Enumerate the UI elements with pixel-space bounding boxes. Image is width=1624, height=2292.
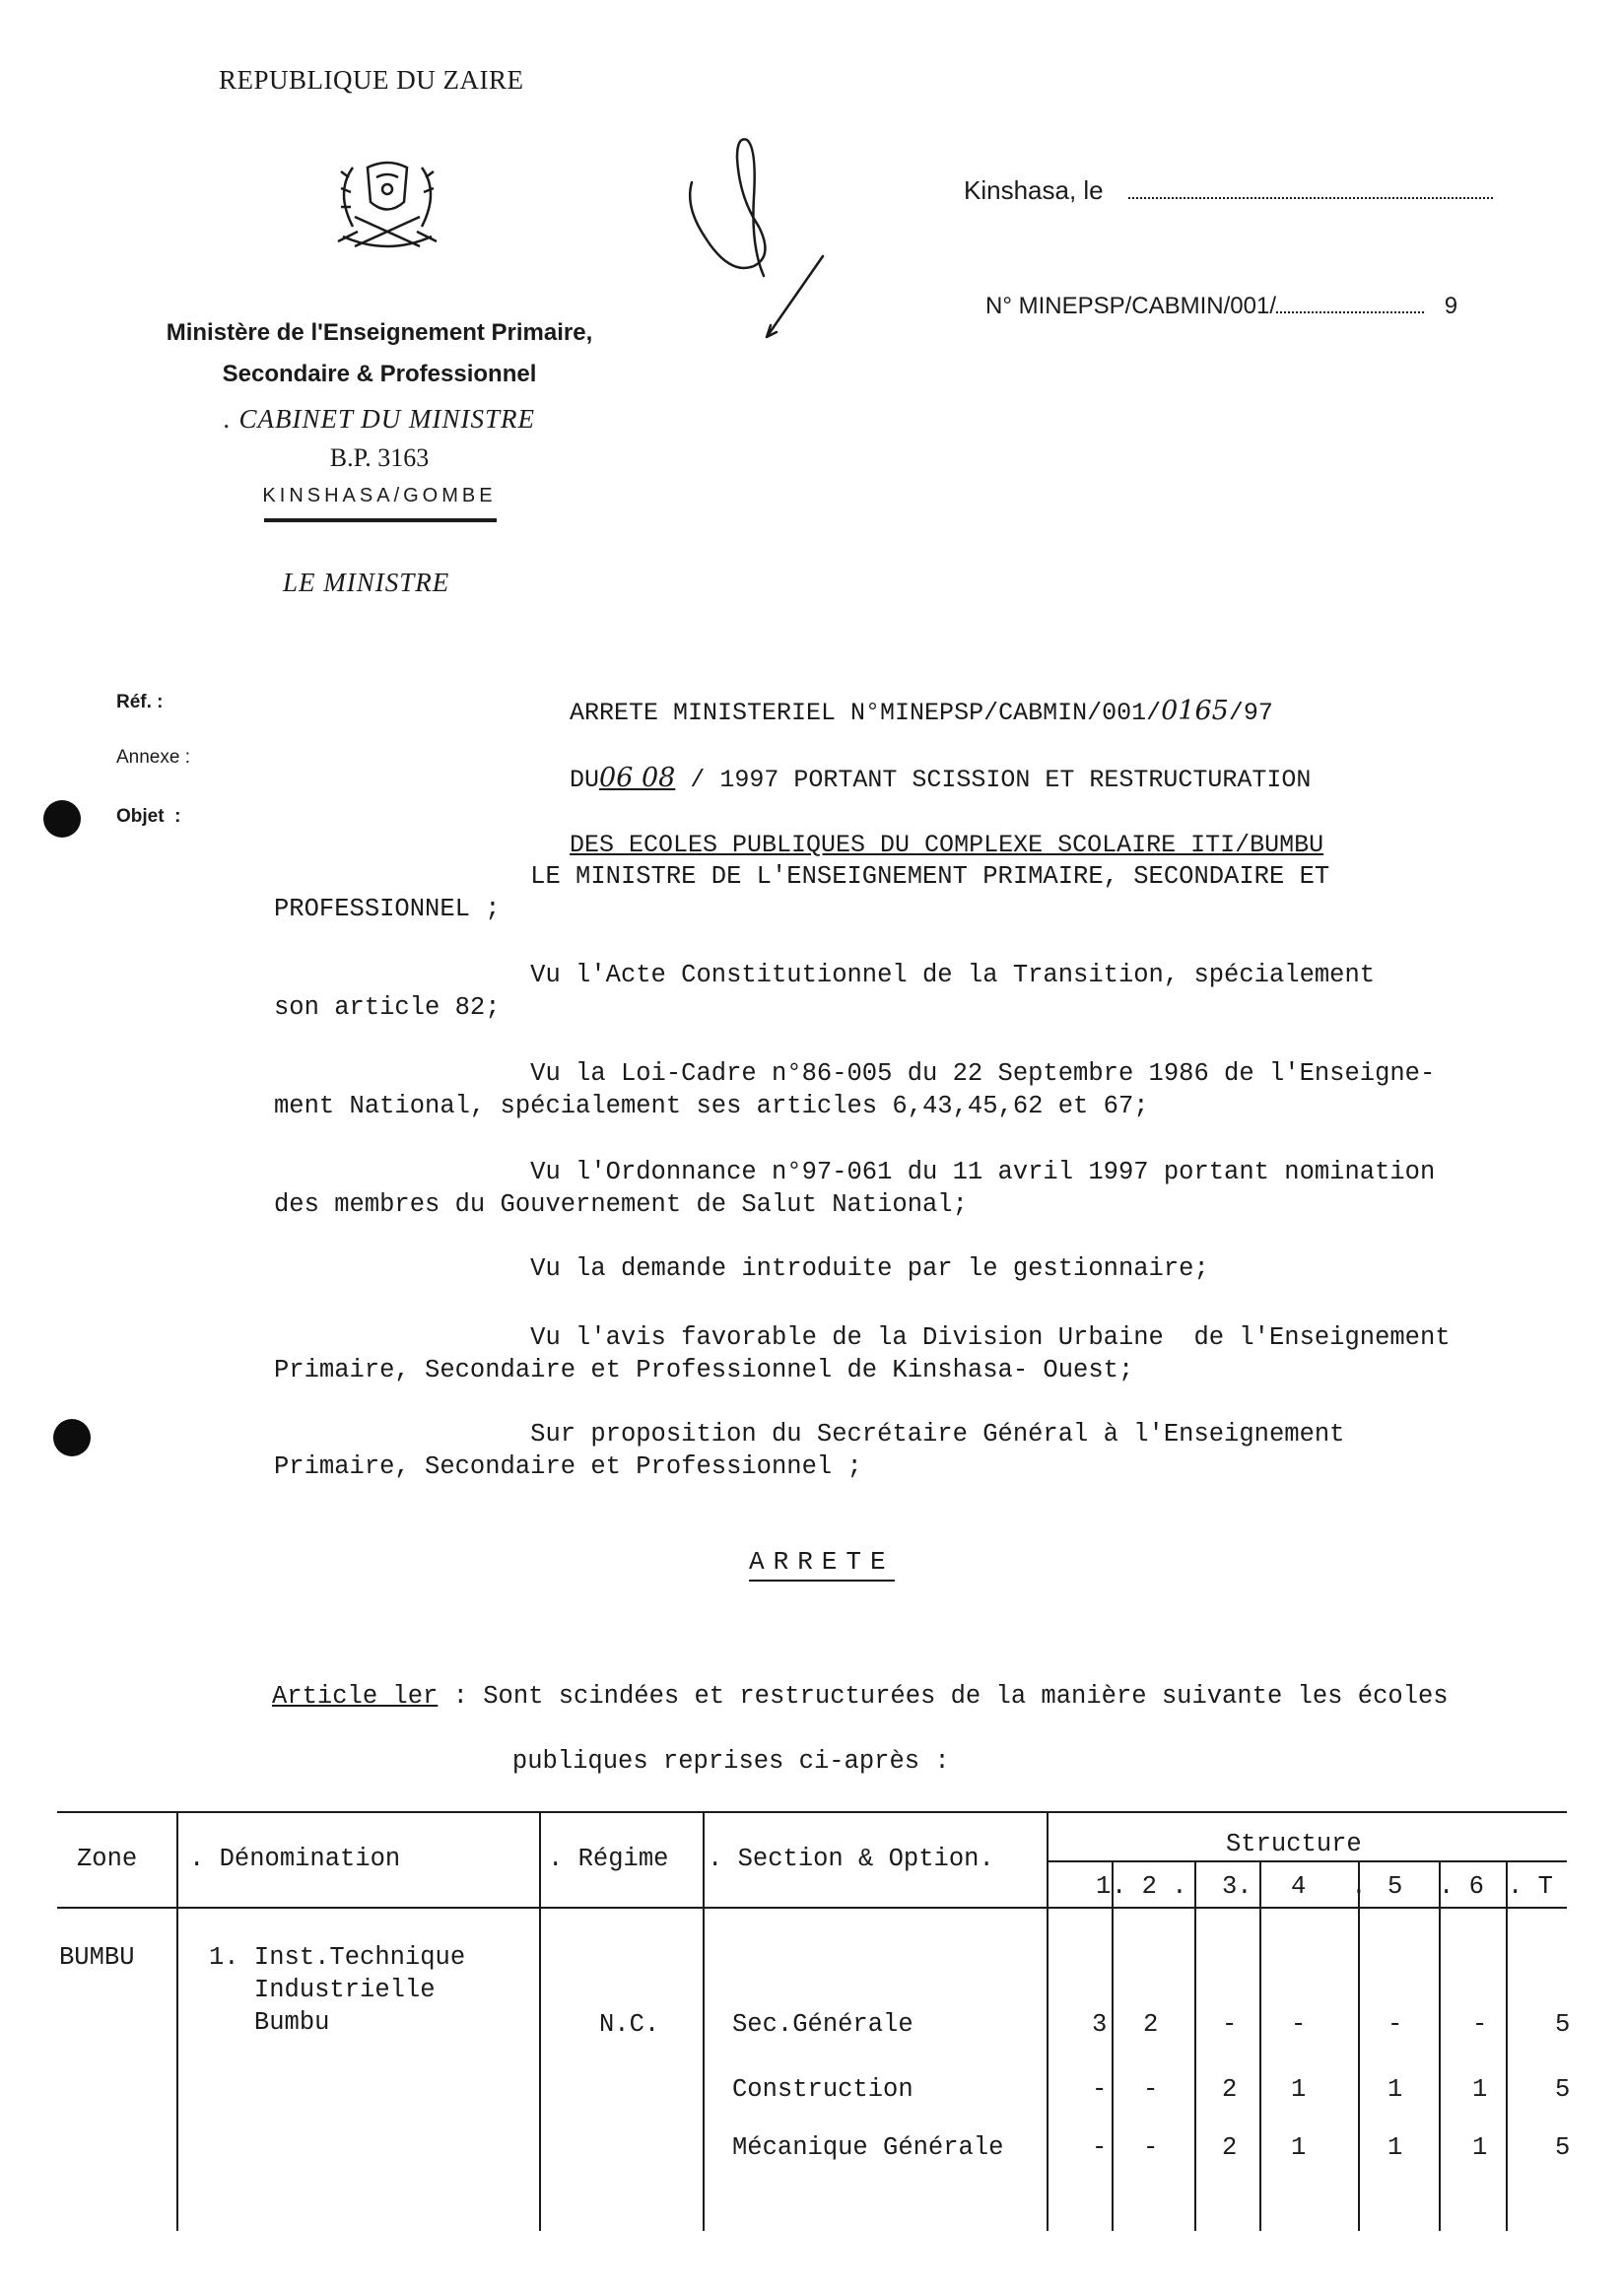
denomination-line: 1. Inst.Technique [209,1943,466,1972]
structure-cell: 5 [1555,2075,1571,2104]
country-heading: REPUBLIQUE DU ZAIRE [219,65,524,95]
section-cell: Sec.Générale [732,2010,914,2039]
regime-cell: N.C. [599,2010,660,2039]
visa-loi-cadre: Vu la Loi-Cadre n°86-005 du 22 Septembre 1986 de l'Enseigne- ment National, spécialement ses articles 6,43,45,62 et 67; [274,1059,1436,1120]
ref-label: Réf. : [116,692,164,712]
decree-title [570,662,1323,894]
article-1-text-cont: publiques reprises ci-après : [467,1747,950,1776]
title-line1: ARRETE MINISTERIEL N°MINEPSP/CABMIN/001/0165/97 [570,696,1273,727]
visa-proposition: Sur proposition du Secrétaire Général à l'Enseignement Primaire, Secondaire et Professionnel ; [274,1420,1345,1481]
place-label: Kinshasa, le [964,175,1104,205]
structure-col-4: 4 . [1291,1872,1367,1901]
structure-cell: - [1291,2010,1307,2039]
col-divider [1047,1813,1049,2231]
col-divider [539,1813,541,2231]
structure-col-divider [1112,1862,1114,2231]
structure-col-1: 1 [1096,1872,1112,1901]
structure-sub-border [1047,1860,1567,1862]
header-bottom-border [57,1907,1567,1909]
header-regime: . Régime [548,1845,669,1873]
objet-label: Objet : [116,806,181,827]
reference-number-line [985,293,1457,320]
arrete-heading: ARRETE [749,1547,895,1582]
city-line: KINSHASA/GOMBE [262,485,497,506]
structure-col-divider [1439,1862,1441,2231]
col-divider [176,1813,178,2231]
punch-hole-top [43,800,81,838]
denomination-line: Industrielle [209,1976,436,2004]
structure-cell: 1 [1472,2133,1488,2162]
cabinet-heading: . CABINET DU MINISTRE [224,404,535,434]
reference-suffix: 9 [1444,293,1458,319]
section-cell: Mécanique Générale [732,2133,1004,2162]
structure-col-divider [1358,1862,1360,2231]
handwritten-initials [680,128,847,355]
structure-col-total: . T [1508,1872,1553,1901]
structure-cell: - [1143,2133,1159,2162]
structure-cell: 1 [1387,2075,1403,2104]
structure-cell: 1 [1291,2075,1307,2104]
structure-cell: 2 [1222,2075,1238,2104]
structure-cell: 1 [1387,2133,1403,2162]
header-denomination: . Dénomination [189,1845,401,1873]
zone-cell: BUMBU [59,1943,135,1972]
title-line3: DES ECOLES PUBLIQUES DU COMPLEXE SCOLAIRE ITI/BUMBU [570,831,1324,859]
structure-cell: 1 [1472,2075,1488,2104]
structure-cell: 5 [1555,2133,1571,2162]
visa-demande: Vu la demande introduite par le gestionnaire; [274,1254,1209,1283]
section-cell: Construction [732,2075,914,2104]
table-top-border [57,1811,1567,1813]
structure-cell: - [1222,2010,1238,2039]
ministry-name-line1: Ministère de l'Enseignement Primaire, [166,319,593,346]
visa-constitution: Vu l'Acte Constitutionnel de la Transition, spécialement son article 82; [274,961,1376,1022]
structure-cell: 2 [1143,2010,1159,2039]
structure-col-5: 5 [1387,1872,1403,1901]
header-section: . Section & Option. [708,1845,994,1873]
structure-cell: 2 [1222,2133,1238,2162]
article-1-label: Article ler [272,1682,439,1711]
reference-prefix: N° MINEPSP/CABMIN/001/ [985,293,1277,319]
header-divider [264,518,497,522]
structure-cell: - [1472,2010,1488,2039]
structure-cell: 3 [1092,2010,1108,2039]
structure-col-divider [1259,1862,1261,2231]
ministry-name-line2: Secondaire & Professionnel [222,361,537,387]
structure-cell: - [1387,2010,1403,2039]
structure-col-divider [1506,1862,1508,2231]
coat-of-arms-emblem [313,148,461,266]
visa-ordonnance: Vu l'Ordonnance n°97-061 du 11 avril 1997 portant nomination des membres du Gouvernement de Salut National; [274,1158,1436,1219]
signatory-heading: LE MINISTRE [283,568,450,597]
annexe-label: Annexe : [116,747,190,768]
col-divider [703,1813,705,2231]
structure-col-2: . 2 . [1112,1872,1187,1901]
date-blank [1128,197,1493,199]
structure-col-6: . 6 [1439,1872,1484,1901]
place-date-line [964,175,1493,206]
preamble-paragraph: LE MINISTRE DE L'ENSEIGNEMENT PRIMAIRE, SECONDAIRE ET PROFESSIONNEL ; [274,862,1330,923]
structure-cell: 5 [1555,2010,1571,2039]
postal-box: B.P. 3163 [329,443,430,472]
structure-cell: - [1092,2133,1108,2162]
structure-col-divider [1194,1862,1196,2231]
title-line2: DU06 08 / 1997 PORTANT SCISSION ET RESTRUCTURATION [570,763,1312,794]
structure-cell: 1 [1291,2133,1307,2162]
structure-col-3: 3. [1222,1872,1252,1901]
header-structure: Structure [1226,1830,1362,1858]
handwritten-date: 06 08 [599,763,676,793]
visa-avis: Vu l'avis favorable de la Division Urbaine de l'Enseignement Primaire, Secondaire et Professionnel de Kinshasa- Ouest; [274,1323,1451,1384]
handwritten-number: 0165 [1161,696,1229,726]
reference-blank [1276,311,1424,313]
structure-cell: - [1143,2075,1159,2104]
denomination-line: Bumbu [209,2008,330,2037]
article-1-text: : Sont scindées et restructurées de la manière suivante les écoles [438,1682,1449,1711]
structure-cell: - [1092,2075,1108,2104]
header-zone: Zone [77,1845,138,1873]
article-1 [272,1648,1449,1810]
punch-hole-bottom [53,1419,91,1456]
